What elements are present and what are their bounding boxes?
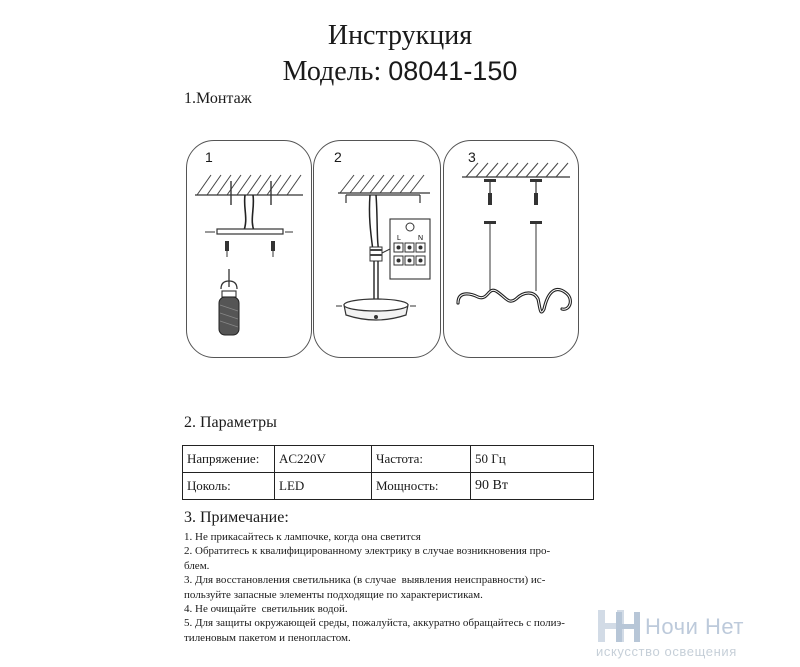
- model-label: Модель:: [282, 56, 382, 87]
- param-value: 50 Гц: [471, 446, 594, 473]
- step-number: 2: [334, 149, 342, 165]
- ceiling-mount-drawing: [187, 141, 311, 357]
- param-label: Частота:: [372, 446, 471, 473]
- model-code: 08041-150: [388, 56, 518, 86]
- parameters-heading: 2. Параметры: [184, 414, 277, 431]
- terminal-label-l: L: [397, 235, 401, 242]
- wiring-drawing: [314, 141, 440, 357]
- watermark: [596, 606, 796, 662]
- installation-heading: 1.Монтаж: [184, 90, 252, 107]
- step-number: 1: [205, 149, 213, 165]
- installation-step-2-panel: [313, 140, 441, 358]
- note-line: 1. Не прикасайтесь к лампочке, когда она светится: [184, 531, 421, 543]
- pendant-hanging-drawing: [444, 141, 578, 357]
- terminal-label-n: N: [418, 235, 424, 242]
- param-label: Напряжение:: [183, 446, 275, 473]
- watermark-logo-icon: [596, 608, 642, 644]
- note-line: блем.: [184, 559, 210, 572]
- watermark-tagline: искусство освещения: [596, 644, 737, 659]
- watermark-name: Ночи Нет: [645, 614, 744, 639]
- note-line: 4. Не очищайте светильник водой.: [184, 603, 348, 616]
- table-row: [183, 446, 594, 473]
- param-label: Мощность:: [372, 473, 471, 500]
- installation-step-3-panel: [443, 140, 579, 358]
- param-value: AC220V: [275, 446, 372, 473]
- step-number: 3: [468, 149, 476, 165]
- notes-list: [184, 530, 604, 645]
- installation-step-1-panel: [186, 140, 312, 358]
- param-label: Цоколь:: [183, 473, 275, 500]
- note-line: тиленовым пакетом и пенопластом.: [184, 631, 351, 644]
- note-line: 2. Обратитесь к квалифицированному электрику в случае возникновения про-: [184, 545, 551, 558]
- param-value: 90 Вт: [471, 473, 594, 500]
- table-row: [183, 473, 594, 500]
- note-line: 3. Для восстановления светильника (в случае выявления неисправности) ис-: [184, 574, 546, 587]
- model-line: [0, 56, 800, 88]
- note-line: 5. Для защиты окружающей среды, пожалуйста, аккуратно обращайтесь с полиэ-: [184, 617, 565, 630]
- document-title: Инструкция: [327, 20, 473, 51]
- parameters-table: [182, 445, 594, 500]
- notes-heading: 3. Примечание:: [184, 509, 289, 526]
- param-value: LED: [275, 473, 372, 500]
- note-line: пользуйте запасные элементы подходящие по характеристикам.: [184, 588, 483, 601]
